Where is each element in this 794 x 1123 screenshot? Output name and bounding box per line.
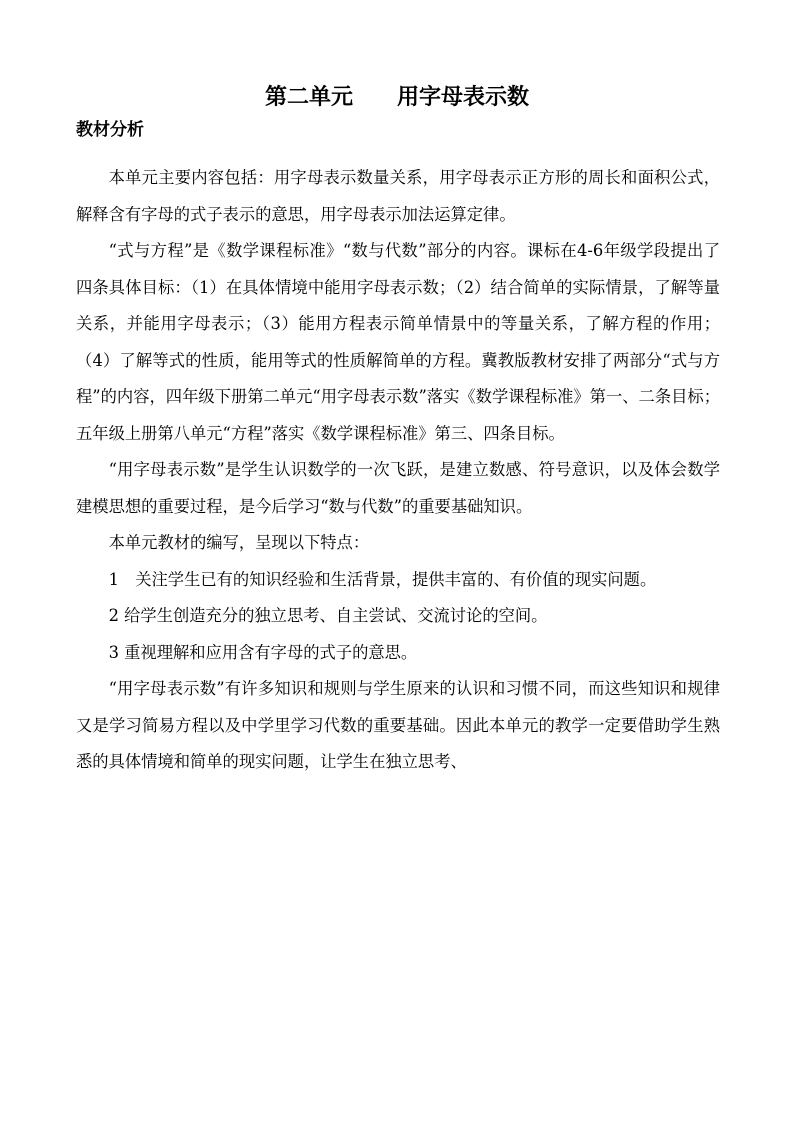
- section-heading: 教材分析: [76, 120, 144, 140]
- feature-item-2: 2 给学生创造充分的独立思考、自主尝试、交流讨论的空间。: [108, 606, 548, 625]
- paragraph-teaching: “用字母表示数”有许多知识和规则与学生原来的认识和习惯不同，而这些知识和规律又是学习简易方程以及中学里学习代数的重要基础。因此本单元的教学一定要借助学生熟悉的具体情境和简单的现实问题，让学生在独立思考、: [76, 679, 720, 771]
- paragraph-intro: 本单元主要内容包括：用字母表示数量关系，用字母表示正方形的周长和面积公式，解释含有字母的式子表示的意思，用字母表示加法运算定律。: [76, 168, 720, 224]
- document-body: [76, 160, 720, 781]
- paragraph-features-intro: 本单元教材的编写，呈现以下特点：: [108, 533, 370, 552]
- feature-item-3: 3 重视理解和应用含有字母的式子的意思。: [108, 642, 418, 662]
- paragraph-standards: “式与方程”是《数学课程标准》“数与代数”部分的内容。课标在4-6年级学段提出了四条具体目标：（1）在具体情境中能用字母表示数；（2）结合简单的实际情景，了解等量关系，并能用字母表示；（3）能用方程表示简单情景中的等量关系，了解方程的作用；（4）了解等式的性质，能用等式的性质解简单的方程。冀教版教材安排了两部分“式与方程”的内容，四年级下册第二单元“用字母表示数”落实《数学课程标准》第一、二条目标；五年级上册第八单元“方程”落实《数学课程标准》第三、四条目标。: [76, 241, 720, 443]
- page-title: 第二单元 用字母表示数: [264, 84, 529, 110]
- feature-item-1: 1 关注学生已有的知识经验和生活背景，提供丰富的、有价值的现实问题。: [108, 569, 657, 589]
- paragraph-significance: “用字母表示数”是学生认识数学的一次飞跃，是建立数感、符号意识，以及体会数学建模思想的重要过程，是今后学习“数与代数”的重要基础知识。: [76, 460, 720, 516]
